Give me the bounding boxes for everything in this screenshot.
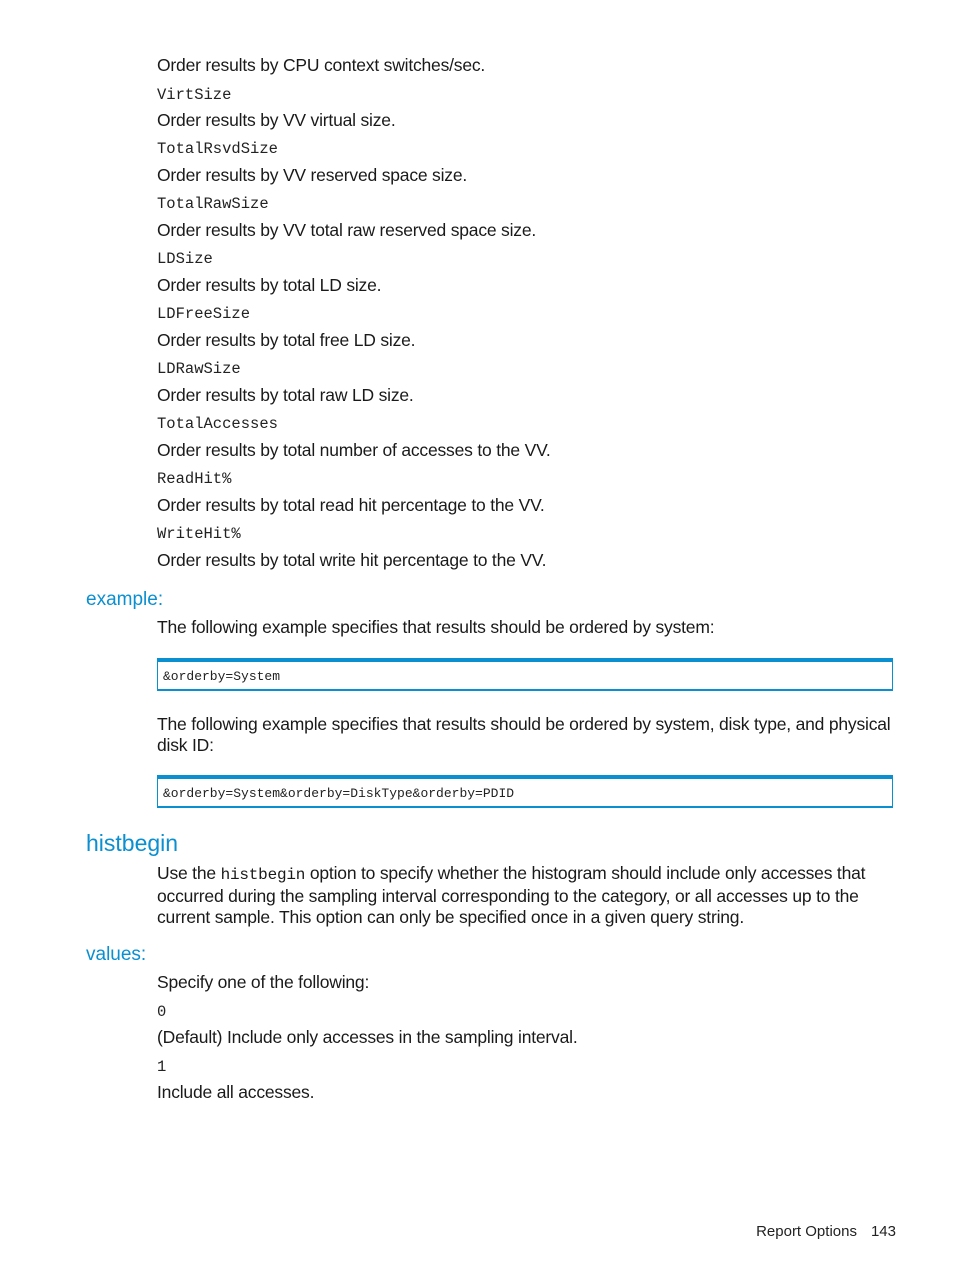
para-text: Use the bbox=[157, 863, 221, 883]
example-paragraph-1: The following example specifies that results should be ordered by system: bbox=[157, 617, 715, 637]
option-description: Order results by VV reserved space size. bbox=[157, 165, 468, 185]
option-term: LDFreeSize bbox=[157, 305, 251, 323]
page-footer bbox=[756, 1222, 896, 1242]
footer-section-name: Report Options bbox=[756, 1223, 857, 1240]
code-block-1 bbox=[157, 658, 893, 691]
option-term: WriteHit% bbox=[157, 525, 241, 543]
code-text: &orderby=System&orderby=DiskType&orderby=PDID bbox=[163, 786, 515, 801]
code-block-2 bbox=[157, 775, 893, 808]
option-term: TotalRsvdSize bbox=[157, 140, 278, 158]
option-description: Order results by total write hit percentage to the VV. bbox=[157, 550, 547, 570]
section-title-histbegin: histbegin bbox=[86, 830, 179, 856]
option-description: Order results by total LD size. bbox=[157, 275, 382, 295]
page-number: 143 bbox=[870, 1223, 896, 1240]
example-paragraph-2: The following example specifies that results should be ordered by system, disk type, and physical disk ID: bbox=[157, 714, 891, 755]
value-description: Include all accesses. bbox=[157, 1082, 315, 1102]
option-description: Order results by total raw LD size. bbox=[157, 385, 414, 405]
option-term: LDRawSize bbox=[157, 360, 241, 378]
option-description: Order results by VV total raw reserved space size. bbox=[157, 220, 537, 240]
values-intro: Specify one of the following: bbox=[157, 972, 370, 992]
value-term: 0 bbox=[157, 1003, 167, 1021]
code-text: &orderby=System bbox=[163, 669, 281, 684]
option-term: TotalRawSize bbox=[157, 195, 269, 213]
option-term: ReadHit% bbox=[157, 470, 232, 488]
values-heading: values: bbox=[86, 944, 147, 965]
option-description: Order results by total free LD size. bbox=[157, 330, 416, 350]
option-term: LDSize bbox=[157, 250, 213, 268]
para-text: option to specify whether the histogram should include only accesses that occurred during the sampling interval corresponding to the category, or all accesses up to the current sample. This option can only be specified once in a given query string. bbox=[157, 863, 866, 927]
option-term: VirtSize bbox=[157, 86, 232, 104]
option-description: Order results by total number of accesses to the VV. bbox=[157, 440, 551, 460]
inline-code: histbegin bbox=[220, 866, 306, 884]
example-heading: example: bbox=[86, 589, 164, 610]
option-term: TotalAccesses bbox=[157, 415, 278, 433]
option-description: Order results by VV virtual size. bbox=[157, 110, 396, 130]
option-description: Order results by total read hit percentage to the VV. bbox=[157, 495, 545, 515]
option-description: Order results by CPU context switches/sec. bbox=[157, 55, 486, 75]
value-description: (Default) Include only accesses in the sampling interval. bbox=[157, 1027, 578, 1047]
value-term: 1 bbox=[157, 1058, 167, 1076]
histbegin-paragraph bbox=[157, 863, 897, 928]
